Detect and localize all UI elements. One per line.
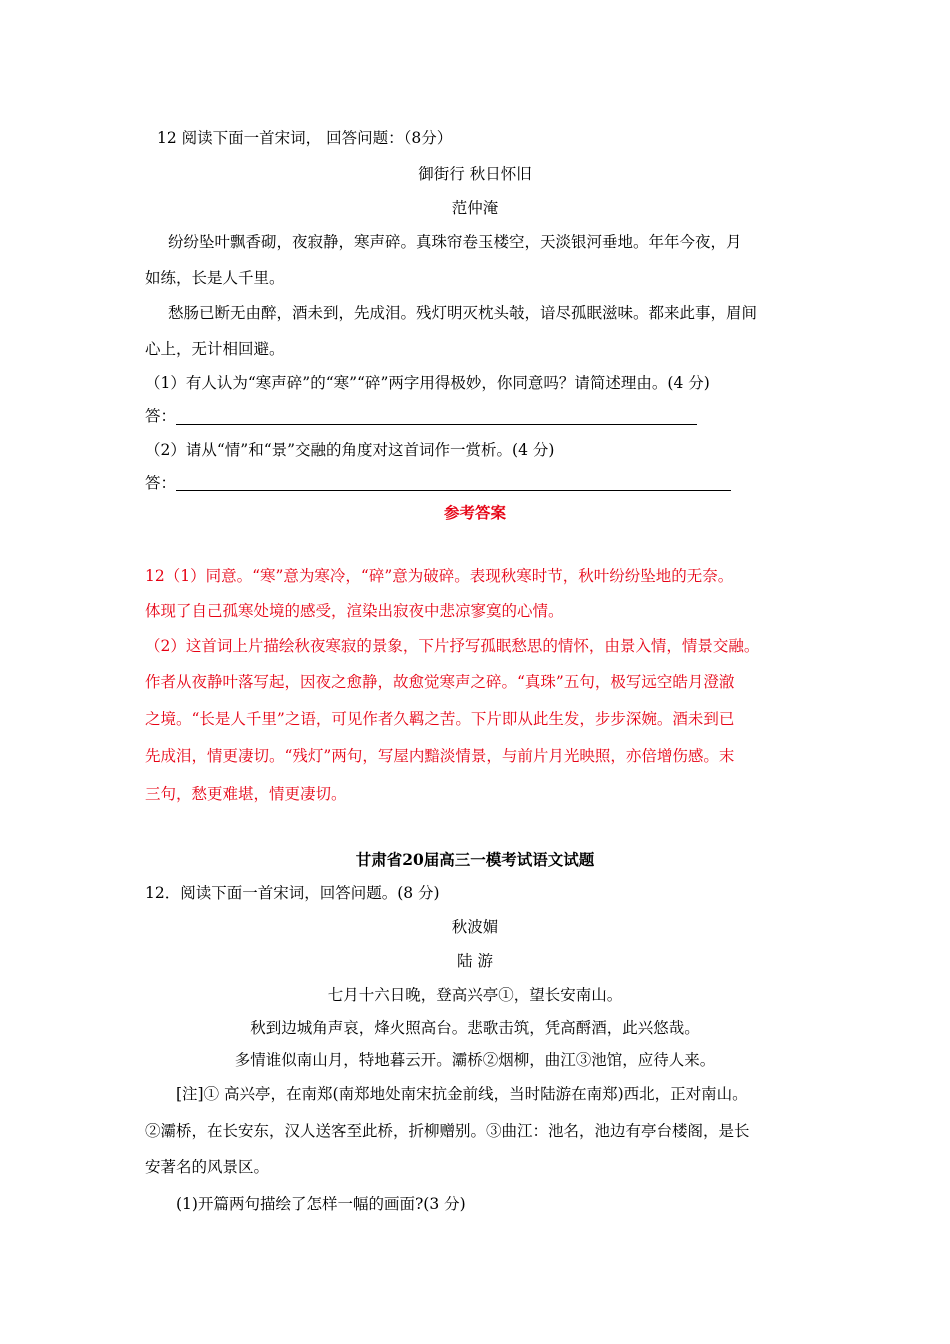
answer-blank-line	[176, 424, 697, 425]
poem-line: 多情谁似南山月，特地暮云开。灞桥②烟柳，曲江③池馆，应待人来。	[234, 1051, 716, 1069]
poem-line: 纷纷坠叶飘香砌，夜寂静，寒声碎。真珠帘卷玉楼空，天淡银河垂地。年年今夜，月	[168, 233, 742, 251]
answer-line: （2）这首词上片描绘秋夜寒寂的景象，下片抒写孤眠愁思的情怀，由景入情，情景交融。	[145, 637, 760, 655]
poem-line: 秋到边城角声哀，烽火照高台。悲歌击筑，凭高酹酒，此兴悠哉。	[250, 1019, 700, 1037]
answer-line: 先成泪，情更凄切。“残灯”两句，写屋内黯淡情景，与前片月光映照，亦倍增伤感。末	[145, 747, 735, 765]
poem-line: 如练，长是人千里。	[145, 269, 285, 287]
poem-line: 心上，无计相回避。	[145, 340, 285, 358]
answer-label: 答：	[145, 407, 177, 425]
answer-line: 作者从夜静叶落写起，因夜之愈静，故愈觉寒声之碎。“真珠”五句，极写远空皓月澄澈	[145, 673, 735, 691]
answer-line: 三句，愁更难堪，情更凄切。	[145, 785, 347, 803]
answer-line: 之境。“长是人千里”之语，可见作者久羁之苦。下片即从此生发，步步深婉。酒未到已	[145, 710, 735, 728]
sub-question-2: （2）请从“情”和“景”交融的角度对这首词作一赏析。(4 分)	[145, 441, 555, 459]
answer-line: 12（1）同意。“寒”意为寒冷，“碎”意为破碎。表现秋寒时节，秋叶纷纷坠地的无奈。	[145, 567, 734, 585]
answer-line: 体现了自己孤寒处境的感受，渲染出寂夜中悲凉寥寞的心情。	[145, 602, 564, 620]
poem-author: 范仲淹	[451, 199, 499, 217]
poem-title: 御街行 秋日怀旧	[418, 165, 532, 183]
question-header: 12．阅读下面一首宋词，回答问题。(8 分)	[145, 884, 440, 902]
question-header: 12 阅读下面一首宋词， 回答问题：（8分）	[157, 129, 453, 147]
sub-question-1: (1)开篇两句描绘了怎样一幅的画面?(3 分)	[176, 1195, 466, 1213]
answer-label: 答：	[145, 474, 177, 492]
poem-title: 秋波媚	[451, 918, 499, 936]
answer-blank-line	[176, 490, 731, 491]
note-line: ②灞桥，在长安东，汉人送客至此桥，折柳赠别。③曲江：池名，池边有亭台楼阁，是长	[145, 1122, 750, 1140]
note-line: [注]① 高兴亭，在南郑(南郑地处南宋抗金前线，当时陆游在南郑)西北，正对南山。	[176, 1085, 748, 1103]
source-title: 甘肃省20届高三一模考试语文试题	[355, 850, 595, 869]
sub-question-1: （1）有人认为“寒声碎”的“寒”“碎”两字用得极妙，你同意吗？请简述理由。(4 分)	[145, 374, 710, 392]
poem-preface: 七月十六日晚，登高兴亭①，望长安南山。	[327, 986, 623, 1004]
note-line: 安著名的风景区。	[145, 1158, 270, 1176]
poem-line: 愁肠已断无由醉，酒未到，先成泪。残灯明灭枕头攲，谙尽孤眠滋味。都来此事，眉间	[168, 304, 758, 322]
reference-answer-heading: 参考答案	[443, 503, 506, 522]
poem-author: 陆 游	[457, 952, 493, 970]
